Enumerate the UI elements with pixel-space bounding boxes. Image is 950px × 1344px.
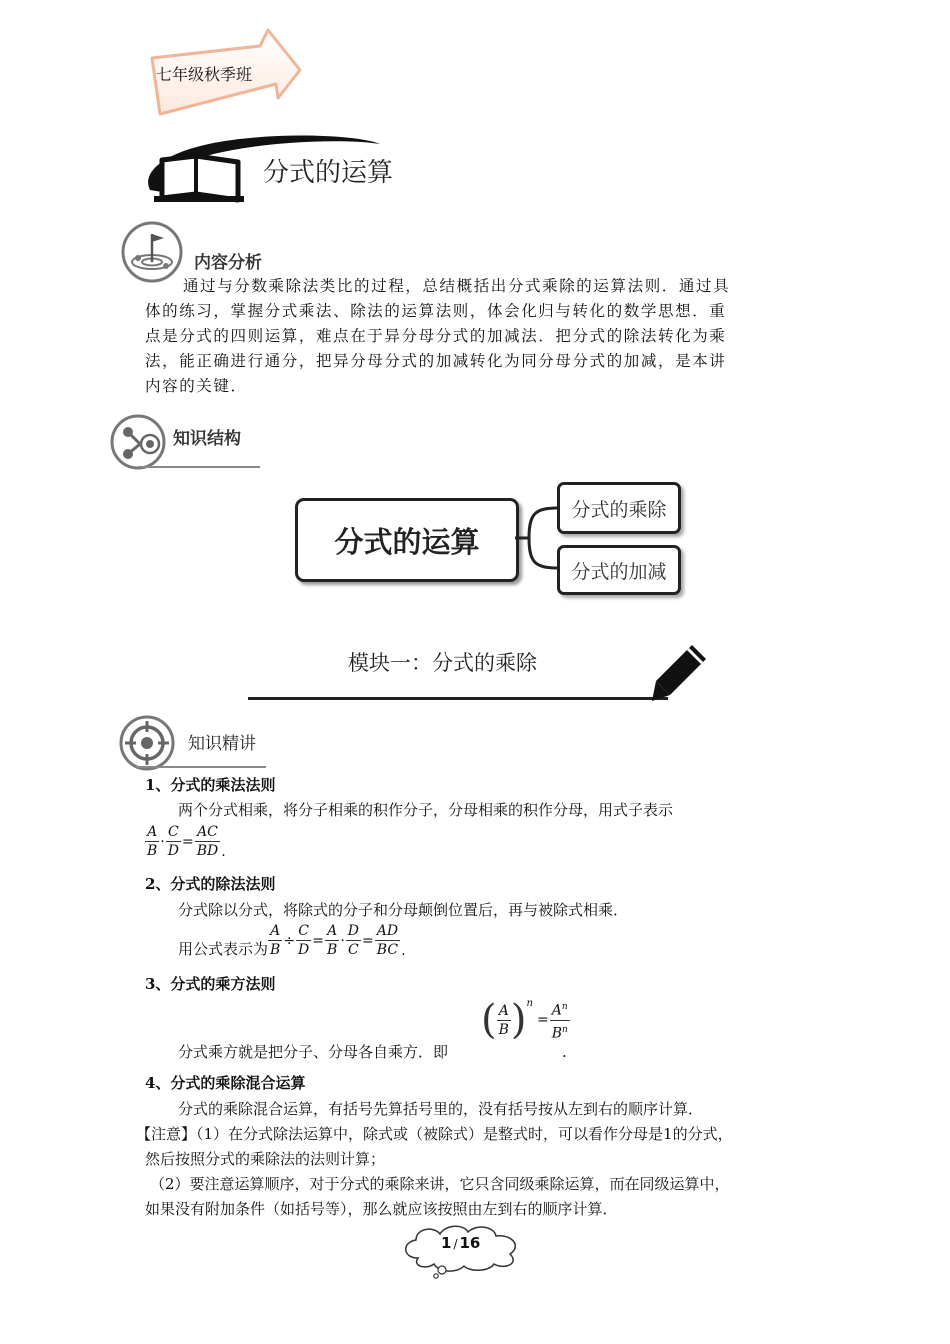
rule3-formula <box>481 998 570 1042</box>
frac-den: B <box>327 942 338 958</box>
rule1-text: 两个分式相乘，将分子相乘的积作分子，分母相乘的积作分母，用式子表示 <box>178 801 674 819</box>
lecture-underline <box>136 766 266 768</box>
content-line: 内容的关键． <box>145 377 248 395</box>
note-label: 【注意】 <box>136 1125 197 1143</box>
rule3-end: . <box>562 1043 567 1061</box>
frac-num: AC <box>195 823 221 842</box>
content-analysis-heading: 内容分析 <box>194 253 262 273</box>
op-dot: · <box>160 833 165 850</box>
lesson-title: 分式的运算 <box>263 158 394 188</box>
frac-den: BC <box>376 942 399 958</box>
mindmap-root <box>295 498 519 582</box>
frac-num: A <box>145 823 159 842</box>
formula-prefix: 用公式表示为 <box>178 940 269 958</box>
mindmap-branch <box>557 482 681 534</box>
content-line: 通过与分数乘除法类比的过程，总结概括出分式乘除的运算法则．通过具 <box>183 277 731 295</box>
frac-num: AD <box>376 923 399 939</box>
frac-den-base: B <box>551 1025 562 1042</box>
rule4-title: 4、分式的乘除混合运算 <box>145 1074 306 1092</box>
exponent: n <box>526 998 533 1009</box>
op-end: . <box>401 943 406 959</box>
rule4-text: 分式的乘除混合运算，有括号先算括号里的，没有括号按从左到右的顺序计算． <box>178 1100 704 1118</box>
mindmap-root-label: 分式的运算 <box>334 524 480 559</box>
mindmap-branch <box>557 545 681 595</box>
op-eq: = <box>362 932 374 949</box>
op-eq: = <box>536 1012 549 1029</box>
frac-den: D <box>167 843 179 859</box>
frac-den: D <box>298 942 310 958</box>
crosshair-icon <box>118 714 176 772</box>
op-eq: = <box>312 932 325 949</box>
class-label: 七年级秋季班 <box>156 65 253 84</box>
content-line: 体的练习，掌握分式乘法、除法的运算法则，体会化归与转化的数学思想．重 <box>145 302 727 320</box>
op-end: . <box>221 844 226 860</box>
op-div: ÷ <box>283 932 296 949</box>
frac-num <box>550 998 570 1021</box>
note2-line2: 如果没有附加条件（如括号等），那么就应该按照由左到右的顺序计算． <box>145 1200 618 1218</box>
page-sep: / <box>453 1237 458 1251</box>
note1-line1 <box>136 1122 733 1147</box>
frac-num: A <box>325 922 339 941</box>
paren-left: ( <box>481 997 497 1044</box>
class-banner <box>140 28 310 120</box>
content-line: 点是分式的四则运算，难点在于异分母分式的加减法．把分式的除法转化为乘 <box>145 327 727 345</box>
frac-den-exp: n <box>562 1024 568 1035</box>
rule2-formula <box>178 922 407 959</box>
knowledge-structure-heading: 知识结构 <box>173 429 241 449</box>
frac-den: C <box>348 942 359 958</box>
rule3-text: 分式乘方就是把分子、分母各自乘方．即 <box>178 1043 449 1061</box>
frac-num: A <box>497 1002 511 1021</box>
rule2-text: 分式除以分式，将除式的分子和分母颠倒位置后，再与被除式相乘． <box>178 901 629 919</box>
rule1-formula <box>145 823 227 860</box>
rule1-title: 1、分式的乘法法则 <box>145 776 276 794</box>
frac-num-exp: n <box>561 1002 568 1012</box>
content-line: 法，能正确进行通分，把异分母分式的加减转化为同分母分式的加减，是本讲 <box>145 352 727 370</box>
frac-num-base: A <box>551 1002 562 1019</box>
mindmap-branch-label: 分式的乘除 <box>571 498 667 521</box>
rule3-title: 3、分式的乘方法则 <box>145 975 276 993</box>
frac-num: D <box>347 923 359 939</box>
note2-line1: （2）要注意运算顺序，对于分式的乘除来讲，它只含同级乘除运算，而在同级运算中， <box>150 1175 730 1193</box>
page-number <box>441 1234 480 1252</box>
frac-num: C <box>166 823 181 842</box>
page-current: 1 <box>441 1234 452 1252</box>
rule2-title: 2、分式的除法法则 <box>145 875 276 893</box>
note1-line2: 然后按照分式的乘除法的法则计算； <box>145 1150 386 1168</box>
paren-right: ) <box>510 997 527 1044</box>
frac-den: B <box>147 843 158 859</box>
op-eq: = <box>181 833 194 850</box>
content-analysis-paragraph <box>145 274 815 399</box>
structure-underline <box>138 466 260 468</box>
note1-text: （1）在分式除法运算中，除式或（被除式）是整式时，可以看作分母是1的分式， <box>196 1125 733 1143</box>
frac-den: BD <box>196 843 219 859</box>
module-title: 模块一：分式的乘除 <box>348 651 537 675</box>
frac-num: C <box>296 922 311 941</box>
module-underline <box>248 697 668 700</box>
page-total: 16 <box>459 1234 481 1252</box>
op-dot: · <box>340 932 345 949</box>
pencil-icon <box>648 643 708 703</box>
frac-num: A <box>268 922 282 941</box>
frac-den <box>550 1021 570 1043</box>
knowledge-lecture-heading: 知识精讲 <box>188 734 256 754</box>
network-icon <box>110 412 170 472</box>
frac-den: B <box>270 942 281 958</box>
mindmap-branch-label: 分式的加减 <box>571 560 667 583</box>
frac-den: B <box>498 1021 509 1038</box>
